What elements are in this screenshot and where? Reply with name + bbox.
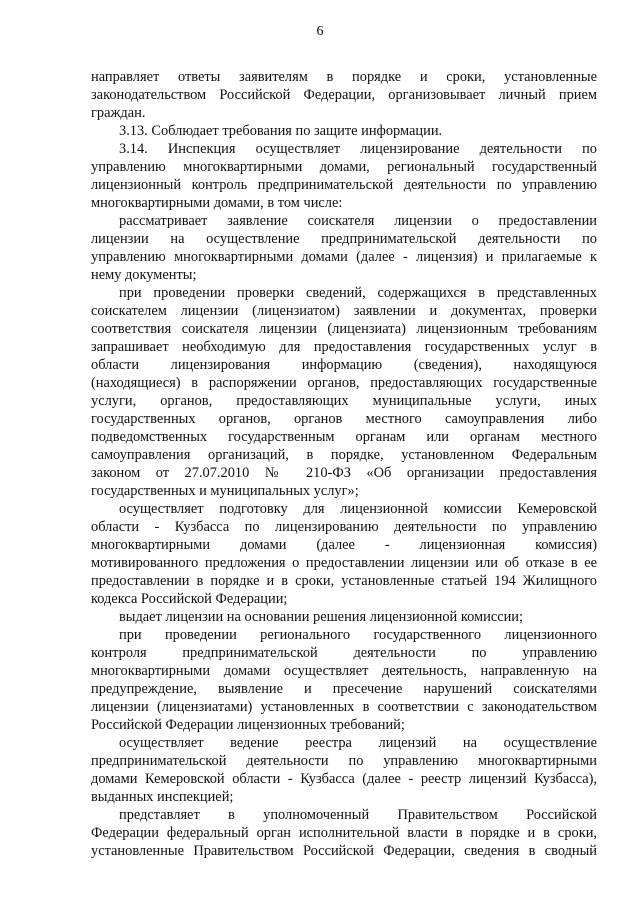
text-line: лицензионный контроль предпринимательской деятельности по управлению bbox=[91, 177, 597, 193]
text-line: направляет ответы заявителям в порядке и сроки, установленные bbox=[91, 69, 597, 85]
text-line: подведомственных государственным органам или органам местного bbox=[91, 429, 597, 445]
text-line: соискателем лицензии (лицензиатом) заявлении и документах, проверки bbox=[91, 303, 597, 319]
text-line: при проведении регионального государственного лицензионного bbox=[119, 627, 597, 643]
text-line: лицензии на осуществление предпринимательской деятельности по bbox=[91, 231, 597, 247]
text-line: рассматривает заявление соискателя лицензии о предоставлении bbox=[119, 213, 597, 229]
text-line: выданных инспекцией; bbox=[91, 789, 234, 805]
text-line: домами Кемеровской области - Кузбасса (далее - реестр лицензий Кузбасса), bbox=[91, 771, 597, 787]
text-line: представляет в уполномоченный Правительством Российской bbox=[119, 807, 597, 823]
text-line: Федерации федеральный орган исполнительной власти в порядке и в сроки, bbox=[91, 825, 597, 841]
text-line: контроля предпринимательской деятельности по управлению bbox=[91, 645, 597, 661]
text-line: предупреждение, выявление и пресечение нарушений соискателями bbox=[91, 681, 597, 697]
text-line: граждан. bbox=[91, 105, 146, 121]
text-line: многоквартирными домами, в том числе: bbox=[91, 195, 343, 211]
text-line: предпринимательской деятельности по управлению многоквартирными bbox=[91, 753, 597, 769]
text-line: услуги, органов, предоставляющих муниципальные услуги, иных bbox=[91, 393, 597, 409]
text-line: управлению многоквартирными домами (далее - лицензия) и прилагаемые к bbox=[91, 249, 597, 265]
text-line: соответствия соискателя лицензии (лицензиата) лицензионным требованиям bbox=[91, 321, 597, 337]
text-line: осуществляет ведение реестра лицензий на осуществление bbox=[119, 735, 597, 751]
text-line: многоквартирными домами осуществляет деятельность, направленную на bbox=[91, 663, 597, 679]
text-line: области лицензирования информацию (сведения), находящуюся bbox=[91, 357, 597, 373]
text-line: кодекса Российской Федерации; bbox=[91, 591, 288, 607]
text-line: запрашивает необходимую для предоставления государственных услуг в bbox=[91, 339, 597, 355]
text-line: области - Кузбасса по лицензированию деятельности по управлению bbox=[91, 519, 597, 535]
page-number: 6 bbox=[316, 24, 324, 39]
text-line: лицензии (лицензиатами) установленных в соответствии с законодательством bbox=[91, 699, 597, 715]
text-line: осуществляет подготовку для лицензионной комиссии Кемеровской bbox=[119, 501, 597, 517]
text-line: законодательством Российской Федерации, организовывает личный прием bbox=[91, 87, 597, 103]
text-line: установленные Правительством Российской Федерации, сведения в сводный bbox=[91, 843, 597, 859]
text-line: государственных органов, органов местного самоуправления либо bbox=[91, 411, 597, 427]
text-line: управлению многоквартирными домами, региональный государственный bbox=[91, 159, 597, 175]
text-line: законом от 27.07.2010 № 210-ФЗ «Об организации предоставления bbox=[91, 465, 597, 481]
text-line: (находящиеся) в распоряжении органов, предоставляющих государственные bbox=[91, 375, 597, 391]
text-line: предоставлении в порядке и в сроки, установленные статьей 194 Жилищного bbox=[91, 573, 597, 589]
text-line: 3.14. Инспекция осуществляет лицензирование деятельности по bbox=[119, 141, 597, 157]
text-line: при проведении проверки сведений, содержащихся в представленных bbox=[119, 285, 597, 301]
text-line: нему документы; bbox=[91, 267, 197, 283]
text-line: мотивированного предложения о предоставлении лицензии или об отказе в ее bbox=[91, 555, 597, 571]
text-line: выдает лицензии на основании решения лицензионной комиссии; bbox=[119, 609, 524, 625]
text-line: 3.13. Соблюдает требования по защите информации. bbox=[119, 123, 443, 139]
text-line: государственных и муниципальных услуг»; bbox=[91, 483, 359, 499]
text-line: Российской Федерации лицензионных требований; bbox=[91, 717, 405, 733]
text-line: многоквартирными домами (далее - лицензионная комиссия) bbox=[91, 537, 597, 553]
text-line: самоуправления организаций, в порядке, установленном Федеральным bbox=[91, 447, 597, 463]
